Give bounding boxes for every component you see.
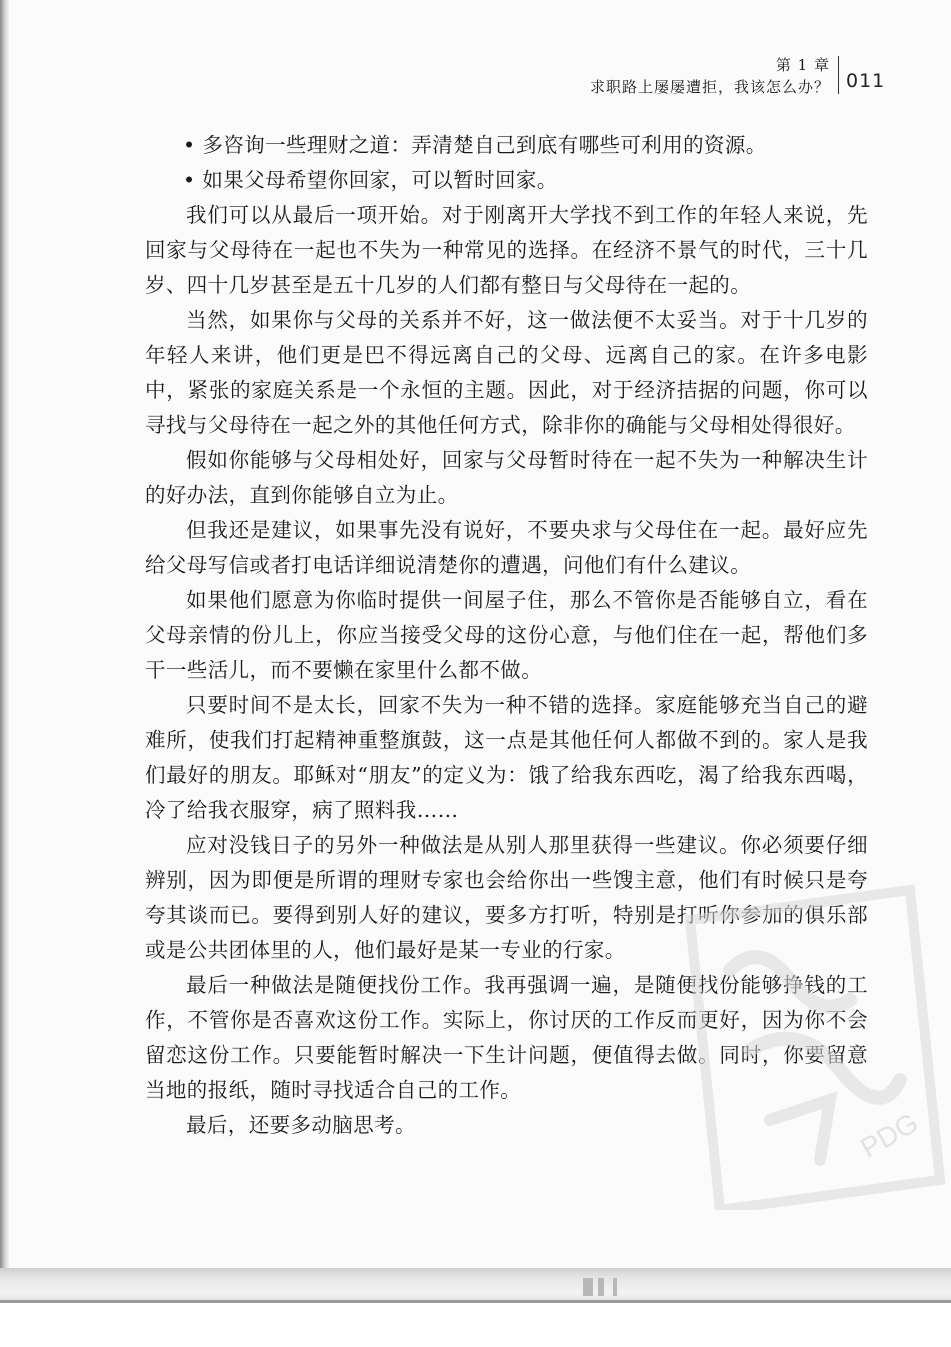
chapter-label: 第 1 章 [775, 56, 830, 74]
bullet-item: • 如果父母希望你回家，可以暂时回家。 [183, 168, 558, 192]
paragraph: 最后，还要多动脑思考。 [186, 1113, 416, 1137]
paragraph: 假如你能够与父母相处好，回家与父母暂时待在一起不失为一种解决生计的好办法，直到你能够自立为止。 [145, 448, 868, 507]
page-binding-edge [0, 0, 9, 1300]
paragraph: 如果他们愿意为你临时提供一间屋子住，那么不管你是否能够自立，看在父母亲情的份儿上，你应当接受父母的这份心意，与他们住在一起，帮他们多干一些活儿，而不要懒在家里什么都不做。 [145, 588, 868, 682]
paragraph: 当然，如果你与父母的关系并不好，这一做法便不太妥当。对于十几岁的年轻人来讲，他们更是巴不得远离自己的父母、远离自己的家。在许多电影中，紧张的家庭关系是一个永恒的主题。因此，对于经济拮据的问题，你可以寻找与父母待在一起之外的其他任何方式，除非你的确能与父母相处得很好。 [145, 308, 868, 437]
paragraph: 我们可以从最后一项开始。对于刚离开大学找不到工作的年轻人来说，先回家与父母待在一起也不失为一种常见的选择。在经济不景气的时代，三十几岁、四十几岁甚至是五十几岁的人们都有整日与父母待在一起的。 [145, 203, 868, 297]
running-header [560, 54, 830, 98]
paragraph: 只要时间不是太长，回家不失为一种不错的选择。家庭能够充当自己的避难所，使我们打起精神重整旗鼓，这一点是其他任何人都做不到的。家人是我们最好的朋友。耶稣对“朋友”的定义为：饿了给我东西吃，渴了给我东西喝，冷了给我衣服穿，病了照料我…… [145, 693, 868, 822]
paragraph: 应对没钱日子的另外一种做法是从别人那里获得一些建议。你必须要仔细辨别，因为即便是所谓的理财专家也会给你出一些馊主意，他们有时候只是夸夸其谈而已。要得到别人好的建议，要多方打听，特别是打听你参加的俱乐部或是公共团体里的人，他们最好是某一专业的行家。 [145, 833, 868, 962]
watermark-text: PDG [855, 1106, 924, 1164]
scan-margin [0, 1303, 951, 1347]
bullet-item: • 多咨询一些理财之道：弄清楚自己到底有哪些可利用的资源。 [183, 133, 767, 157]
page-bottom-strip [0, 1268, 951, 1304]
paragraph: 最后一种做法是随便找份工作。我再强调一遍，是随便找份能够挣钱的工作，不管你是否喜欢这份工作。实际上，你讨厌的工作反而更好，因为你不会留恋这份工作。只要能暂时解决一下生计问题，便值得去做。同时，你要留意当地的报纸，随时寻找适合自己的工作。 [145, 973, 868, 1102]
scan-mark [598, 1278, 604, 1296]
body-text [145, 128, 868, 1143]
scan-mark [613, 1278, 617, 1296]
paragraph: 但我还是建议，如果事先没有说好，不要央求与父母住在一起。最好应先给父母写信或者打电话详细说清楚你的遭遇，问他们有什么建议。 [145, 518, 868, 577]
scan-mark [583, 1278, 593, 1296]
chapter-subtitle: 求职路上屡屡遭拒，我该怎么办？ [589, 78, 830, 96]
page-number: 011 [846, 70, 886, 92]
header-divider [838, 56, 839, 94]
